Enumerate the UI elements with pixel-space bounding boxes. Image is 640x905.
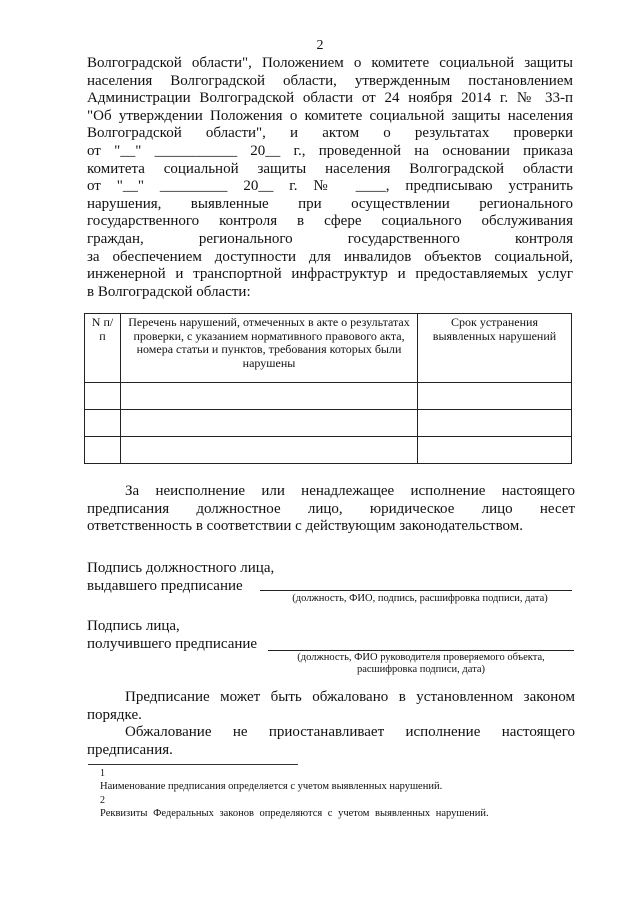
footnote-mark: 1 — [100, 768, 105, 779]
table-row — [85, 437, 572, 464]
footnote-mark: 2 — [100, 795, 105, 806]
intro-line: Волгоградской области", Положением о комитете социальной защиты — [87, 55, 573, 71]
table-cell — [121, 437, 418, 464]
appeal-line: порядке. — [87, 706, 142, 723]
official-signature-caption: (должность, ФИО, подпись, расшифровка подписи, дата) — [292, 593, 548, 604]
column-header-deadline: Срок устранения выявленных нарушений — [418, 314, 572, 383]
intro-line: комитета социальной защиты населения Волгоградской области — [87, 160, 573, 177]
intro-line: государственного контроля в сфере социального обслуживания — [87, 213, 573, 230]
table-cell — [85, 383, 121, 410]
recipient-signature-label — [87, 617, 257, 653]
table-cell — [85, 437, 121, 464]
recipient-signature-caption-line: (должность, ФИО руководителя проверяемого объекта, — [297, 652, 545, 663]
table-cell — [121, 410, 418, 437]
table-cell — [418, 383, 572, 410]
intro-line: "Об утверждении Положения о комитете социальной защиты населения — [87, 107, 573, 124]
official-signature-label-line: выдавшего предписание — [87, 578, 243, 594]
table-cell — [121, 383, 418, 410]
recipient-signature-label-line: Подпись лица, — [87, 618, 180, 634]
intro-line: Администрации Волгоградской области от 24 ноября 2014 г. № 33-п — [87, 90, 573, 107]
no-suspend-line: Обжалование не приостанавливает исполнение настоящего — [125, 724, 575, 740]
recipient-signature-caption — [268, 652, 574, 676]
intro-line: в Волгоградской области: — [87, 283, 251, 300]
liability-line: За неисполнение или ненадлежащее исполнение настоящего — [125, 483, 575, 499]
footnote-text: Наименование предписания определяется с учетом выявленных нарушений. — [100, 781, 443, 792]
column-header-violations: Перечень нарушений, отмеченных в акте о результатах проверки, с указанием нормативного правового акта, номера статьи и пунктов, требования которых были нарушены — [121, 314, 418, 383]
official-signature-label — [87, 559, 274, 595]
footnote-text: Реквизиты Федеральных законов определяются с учетом выявленных нарушений. — [100, 808, 489, 819]
column-header-number: N п/п — [85, 314, 121, 383]
intro-paragraph — [87, 55, 573, 301]
recipient-signature-label-line: получившего предписание — [87, 636, 258, 652]
intro-line: от "__" _________ 20__ г. № ____, предписываю устранить — [87, 178, 573, 195]
official-signature-line[interactable] — [260, 590, 572, 591]
intro-line: граждан, регионального государственного контроля — [87, 230, 573, 247]
table-cell — [418, 410, 572, 437]
intro-line: от "__" ___________ 20__ г., проведенной на основании приказа — [87, 142, 573, 159]
no-suspend-paragraph — [87, 724, 575, 759]
intro-line: населения Волгоградской области, утвержденным постановлением — [87, 72, 573, 89]
liability-line: предписания должностное лицо, юридическое лицо несет — [87, 500, 575, 517]
table-row — [85, 410, 572, 437]
liability-line: ответственность в соответствии с действующим законодательством. — [87, 518, 524, 535]
liability-paragraph — [87, 483, 575, 536]
intro-line: Волгоградской области", и актом о результатах проверки — [87, 125, 573, 142]
table-cell — [418, 437, 572, 464]
recipient-signature-line[interactable] — [268, 650, 574, 651]
appeal-line: Предписание может быть обжаловано в установленном законом — [125, 689, 575, 705]
no-suspend-line: предписания. — [87, 741, 173, 758]
official-signature-label-line: Подпись должностного лица, — [87, 560, 275, 576]
table-row — [85, 383, 572, 410]
intro-line: нарушения, выявленные при осуществлении регионального — [87, 195, 573, 212]
footnote-divider — [88, 764, 298, 765]
table-header-row — [85, 314, 572, 383]
violations-table — [84, 313, 572, 464]
recipient-signature-caption-line: расшифровка подписи, дата) — [356, 664, 486, 675]
table-cell — [85, 410, 121, 437]
page-number: 2 — [316, 38, 324, 53]
intro-line: инженерной и транспортной инфраструктур и предоставляемых услуг — [87, 266, 573, 283]
appeal-paragraph — [87, 689, 575, 724]
intro-line: за обеспечением доступности для инвалидов объектов социальной, — [87, 248, 573, 265]
